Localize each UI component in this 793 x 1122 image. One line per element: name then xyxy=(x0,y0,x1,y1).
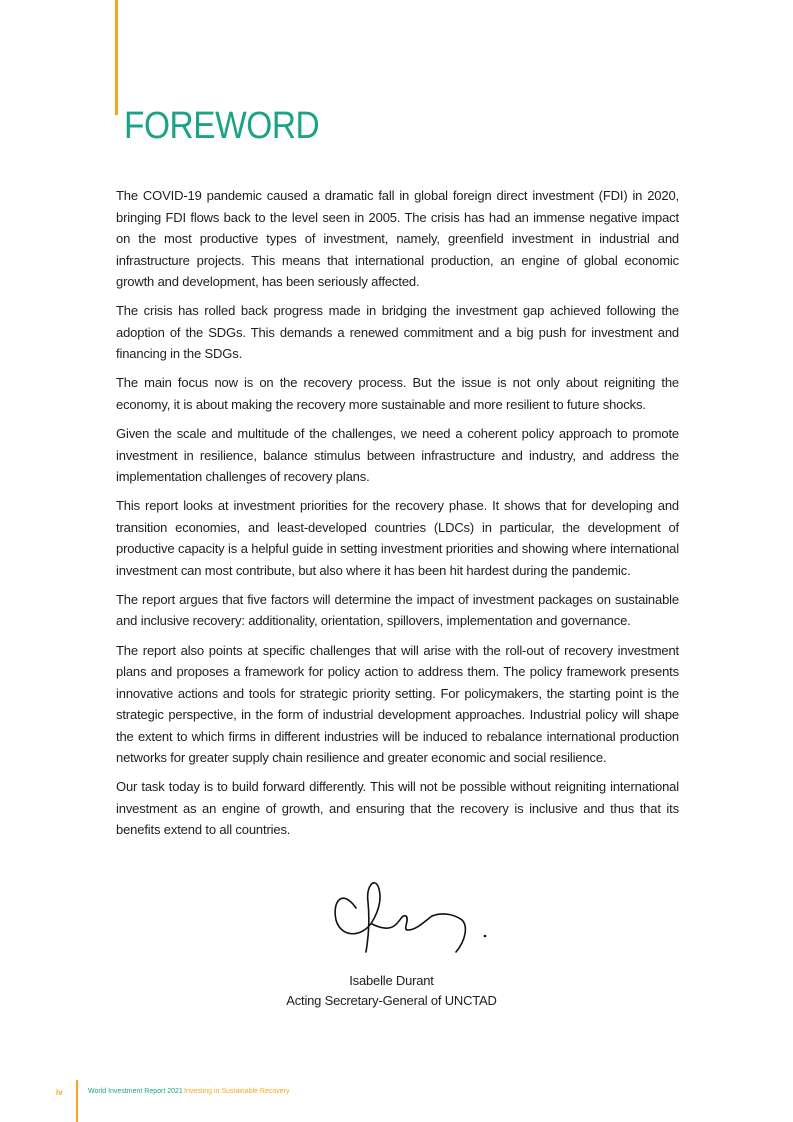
paragraph-6: The report argues that five factors will determine the impact of investment packages on sustainable and inclusive recovery: additionality, orientation, spillovers, implementation and governance. xyxy=(116,591,679,629)
footer-divider xyxy=(76,1080,78,1122)
footer-report-subtitle: Investing in Sustainable Recovery xyxy=(184,1088,290,1095)
paragraph-3: The main focus now is on the recovery process. But the issue is not only about reigniting the economy, it is about making the recovery more sustainable and more resilient to future shocks. xyxy=(116,375,679,412)
page-title: FOREWORD xyxy=(124,105,320,148)
footer-report-title: World Investment Report 2021 xyxy=(88,1088,183,1095)
title-accent-rule xyxy=(115,0,118,115)
paragraph-4: Given the scale and multitude of the challenges, we need a coherent policy approach to promote investment in resilience, balance stimulus between infrastructure and industry, and address the implementation challenges of recovery plans. xyxy=(116,426,679,485)
handwritten-signature xyxy=(328,868,498,958)
paragraph-8: Our task today is to build forward differently. This will not be possible without reigniting international investment as an engine of growth, and ensuring that the recovery is inclusive and thus that its benefits extend to all countries. xyxy=(116,779,679,838)
signer-name: Isabelle Durant xyxy=(349,973,434,988)
foreword-body xyxy=(116,185,679,849)
paragraph-1: The COVID-19 pandemic caused a dramatic fall in global foreign direct investment (FDI) in 2020, bringing FDI flows back to the level seen in 2005. The crisis has had an immense negative impact on the most productive types of investment, namely, greenfield investment in industrial and infrastructure projects. This means that international production, an engine of global economic growth and development, has been seriously affected. xyxy=(116,188,679,289)
paragraph-7: The report also points at specific challenges that will arise with the roll-out of recovery investment plans and proposes a framework for policy action to address them. The policy framework presents innovative actions and tools for strategic priority setting. For policymakers, the starting point is the strategic perspective, in the form of industrial development approaches. Industrial policy will shape the extent to which firms in different industries will be induced to rebalance international production networks for greater supply chain resilience and greater economic and social resilience. xyxy=(116,642,679,766)
footer-page-number: iv xyxy=(56,1088,63,1097)
paragraph-5: This report looks at investment priorities for the recovery phase. It shows that for developing and transition economies, and least-developed countries (LDCs) in particular, the development of productive capacity is a helpful guide in setting investment priorities and showing where international investment can most contribute, but also where it has been hit hardest during the pandemic. xyxy=(116,498,679,578)
signer-role: Acting Secretary-General of UNCTAD xyxy=(286,993,497,1008)
paragraph-2: The crisis has rolled back progress made in bridging the investment gap achieved following the adoption of the SDGs. This demands a renewed commitment and a big push for investment and financing in the SDGs. xyxy=(116,303,679,362)
